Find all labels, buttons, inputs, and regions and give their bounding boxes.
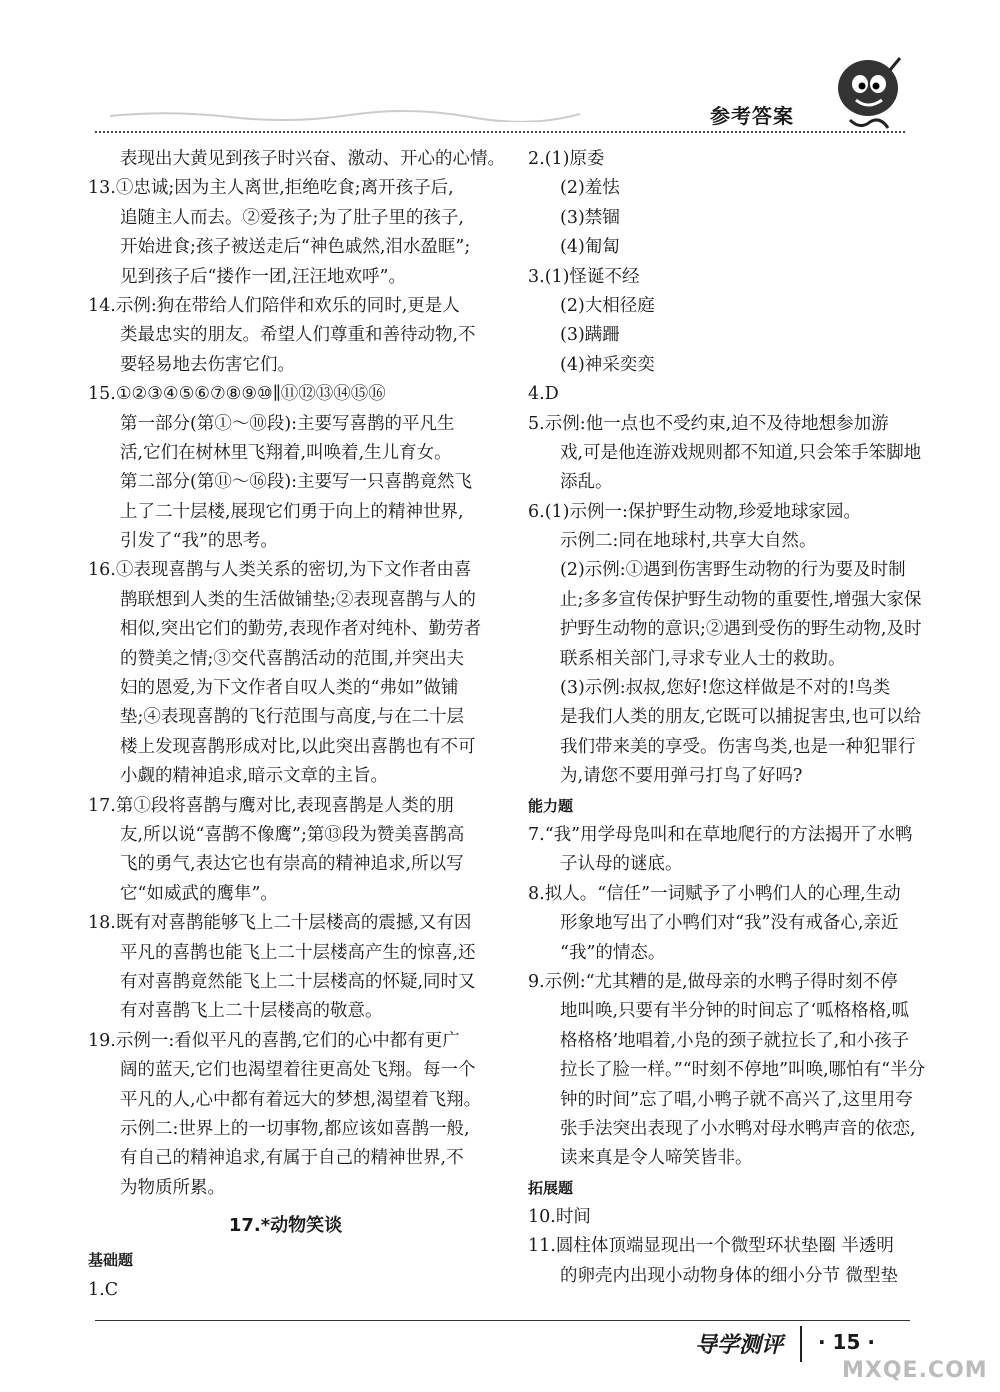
answer-line: 护野生动物的意识;②遇到受伤的野生动物,及时 [560,619,922,640]
answer-line: 鹊联想到人类的生活做铺垫;②表现喜鹊与人的 [120,589,476,610]
header-divider [95,131,905,133]
answer-line: 拉长了脸一样。”“时刻不停地”叫唤,哪怕有“半分 [560,1060,926,1081]
answer-line: 地叫唤,只要有半分钟的时间忘了‘呱格格格,呱 [560,1001,910,1022]
answer-line: 开始进食;孩子被送走后“神色戚然,泪水盈眶”; [120,237,471,258]
answer-line: 有对喜鹊竟然能飞上二十层楼高的怀疑,同时又 [120,971,476,992]
answer-line: 形象地写出了小鸭们对“我”没有戒备心,亲近 [560,913,899,934]
answer-line: 第二部分(第⑪～⑯段):主要写一只喜鹊竟然飞 [120,472,473,493]
answer-line: 1.C [88,1279,119,1300]
watermark: MXQE.COM [842,1358,988,1383]
answer-line: 见到孩子后“搂作一团,汪汪地欢呼”。 [120,266,406,287]
answer-line: 友,所以说“喜鹊不像鹰”;第⑬段为赞美喜鹊高 [120,824,465,845]
answer-line: 有自己的精神追求,有属于自己的精神世界,不 [120,1148,464,1169]
header-title: 参考答案 [710,104,794,128]
answer-line: 我们带来美的享受。伤害鸟类,也是一种犯罪行 [560,736,916,757]
answer-line: 8.拟人。“信任”一词赋予了小鸭们人的心理,生动 [528,883,901,904]
footer-divider [95,1320,910,1321]
answer-line: 类最忠实的朋友。希望人们尊重和善待动物,不 [120,325,476,346]
answer-line: 阔的蓝天,它们也渴望着往更高处飞翔。每一个 [120,1060,476,1081]
answer-line: 要轻易地去伤害它们。 [120,354,295,375]
footer-brand: 导学测评 [695,1333,784,1358]
answer-line: 5.示例:他一点也不受约束,迫不及待地想参加游 [528,413,889,434]
answer-line: 钟的时间”忘了唱,小鸭子就不高兴了,这里用夸 [560,1089,913,1110]
answer-line: (2)大相径庭 [560,295,655,316]
lesson-title: 17.*动物笑谈 [228,1215,343,1237]
answer-line: (4)匍匐 [560,237,620,258]
answer-line: “我”的情态。 [560,942,666,963]
answer-line: (3)禁锢 [560,207,620,228]
page-number: · 15 · [818,1330,875,1354]
answer-line: 上了二十层楼,展现它们勇于向上的精神世界, [120,501,464,522]
answer-line: 飞的勇气,表达它也有崇高的精神追求,所以写 [120,854,464,875]
answer-line: 19.示例一:看似平凡的喜鹊,它们的心中都有更广 [88,1030,460,1051]
answer-line: 2.(1)原委 [528,149,605,169]
footer-separator [800,1326,802,1362]
answer-line: 平凡的喜鹊也能飞上二十层楼高产生的惊喜,还 [120,942,476,963]
answer-line: 追随主人而去。②爱孩子;为了肚子里的孩子, [120,207,464,228]
right-column [528,145,926,1291]
answer-line: 读来真是令人啼笑皆非。 [560,1148,753,1169]
page-header [0,0,1000,150]
scan-artifact [110,108,580,122]
answer-line: 为,请您不要用弹弓打鸟了好吗? [560,766,803,787]
answer-line: (2)示例:①遇到伤害野生动物的行为要及时制 [560,560,906,581]
answer-line: 11.圆柱体顶端显现出一个微型环状垫圈 半透明 [528,1236,894,1257]
section-heading: 拓展题 [528,1178,574,1197]
answer-line: (3)示例:叔叔,您好!您这样做是不对的!鸟类 [560,678,891,699]
answer-line: 10.时间 [528,1207,591,1228]
answer-line: 它“如威武的鹰隼”。 [120,883,278,904]
answer-line: 9.示例:“尤其糟的是,做母亲的水鸭子得时刻不停 [528,971,898,992]
answer-line: 的卵壳内出现小动物身体的细小分节 微型垫 [560,1265,899,1286]
answer-line: 为物质所累。 [120,1177,225,1198]
answer-line: 相似,突出它们的勤劳,表现作者对纯朴、勤劳者 [120,619,482,640]
answer-line: 楼上发现喜鹊形成对比,以此突出喜鹊也有不可 [120,736,476,757]
answer-line: 活,它们在树林里飞翔着,叫唤着,生儿育女。 [120,442,452,463]
answer-line: 示例二:世界上的一切事物,都应该如喜鹊一般, [120,1118,470,1139]
answer-line: 示例二:同在地球村,共享大自然。 [560,531,817,552]
answer-line: 3.(1)怪诞不经 [528,266,640,287]
answer-line: 第一部分(第①～⑩段):主要写喜鹊的平凡生 [120,413,455,434]
answer-line: (4)神采奕奕 [560,354,655,375]
answer-line: 格格格’地唱着,小凫的颈子就拉长了,和小孩子 [560,1030,910,1051]
answer-line: (2)羞怯 [560,178,620,199]
mascot-icon [830,50,910,140]
answer-line: 17.第①段将喜鹊与鹰对比,表现喜鹊是人类的朋 [88,795,454,816]
answer-line: 14.示例:狗在带给人们陪伴和欢乐的同时,更是人 [88,295,460,316]
answer-line: 7.“我”用学母凫叫和在草地爬行的方法揭开了水鸭 [528,824,913,845]
answer-line: 联系相关部门,寻求专业人士的救助。 [560,648,846,669]
answer-line: 添乱。 [560,472,613,493]
answer-line: 13.①忠诚;因为主人离世,拒绝吃食;离开孩子后, [88,178,454,199]
answer-line: 的赞美之情;③交代喜鹊活动的范围,并突出夫 [120,648,464,669]
answer-line: 妇的恩爱,为下文作者自叹人类的“弗如”做铺 [120,678,459,699]
answer-line: 平凡的人,心中都有着远大的梦想,渴望着飞翔。 [120,1089,482,1110]
answer-line: 是我们人类的朋友,它既可以捕捉害虫,也可以给 [560,707,922,728]
answer-line: 18.既有对喜鹊能够飞上二十层楼高的震撼,又有因 [88,913,472,934]
answer-line: 小觑的精神追求,暗示文章的主旨。 [120,766,389,787]
section-heading: 能力题 [528,796,574,815]
answer-line: 止;多多宣传保护野生动物的重要性,增强大家保 [560,589,922,610]
answer-line: 戏,可是他连游戏规则都不知道,只会笨手笨脚地 [560,442,922,463]
answer-line: (3)蹒跚 [560,325,620,346]
section-heading: 基础题 [88,1251,134,1270]
answer-line: 有对喜鹊飞上二十层楼高的敬意。 [120,1001,383,1022]
left-column [88,145,505,1305]
answer-line: 16.①表现喜鹊与人类关系的密切,为下文作者由喜 [88,560,472,581]
answer-line: 引发了“我”的思考。 [120,531,278,552]
answer-line: 表现出大黄见到孩子时兴奋、激动、开心的心情。 [120,149,505,169]
answer-line: 张手法突出表现了小水鸭对母水鸭声音的依恋, [560,1118,916,1139]
answer-line: 4.D [528,384,559,405]
answer-line: 垫;④表现喜鹊的飞行范围与高度,与在二十层 [120,707,464,728]
answer-line: 15.①②③④⑤⑥⑦⑧⑨⑩∥⑪⑫⑬⑭⑮⑯ [88,384,386,405]
answer-line: 子认母的谜底。 [560,854,683,875]
answer-line: 6.(1)示例一:保护野生动物,珍爱地球家园。 [528,501,861,522]
